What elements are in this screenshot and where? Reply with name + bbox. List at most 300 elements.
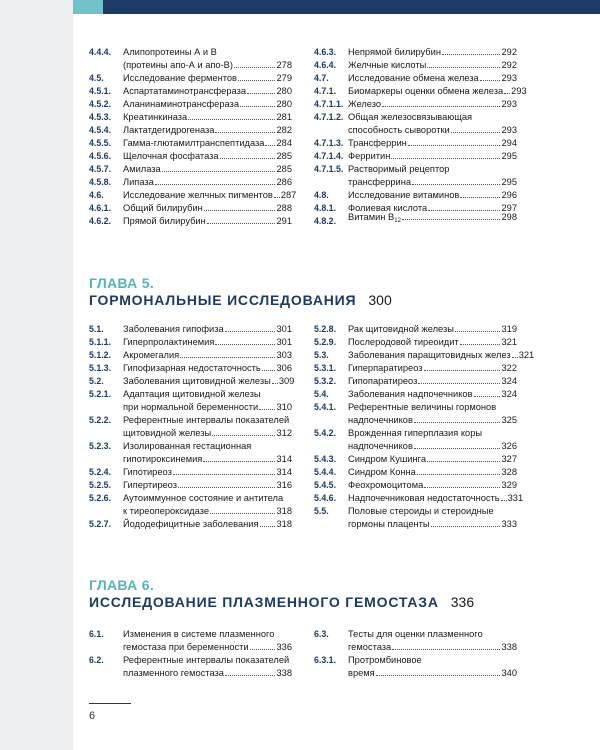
toc-entry-page: 316: [276, 480, 292, 490]
toc-entry: [89, 414, 292, 440]
toc-entry-title-text: Ферритин: [348, 151, 391, 161]
toc-entry-page: 282: [276, 125, 292, 135]
chapter-page: 336: [450, 594, 475, 610]
toc-entry-body: [348, 505, 517, 531]
toc-entry-body: [123, 466, 292, 479]
toc-entry-page: 318: [276, 519, 292, 529]
chapter-title: [89, 593, 474, 611]
toc-entry-page: 324: [501, 376, 517, 386]
toc-entry-title: [123, 85, 246, 98]
toc-entry-body: [348, 388, 517, 401]
toc-entry-line: [123, 323, 292, 336]
toc-entry-number: 4.7.1.3.: [314, 138, 344, 148]
toc-entry-title-text: Щелочная фосфатаза: [123, 151, 219, 161]
toc-entry: [89, 479, 292, 492]
toc-entry-page: 338: [501, 642, 517, 652]
toc-entry-body: [123, 388, 292, 414]
toc-entry-title-text: Желчные кислоты: [348, 60, 427, 70]
toc-entry-number: 5.2.1.: [89, 389, 112, 399]
toc-entry-page: 327: [501, 454, 517, 464]
toc-entry-body: [123, 163, 292, 176]
toc-entry-body: [348, 401, 517, 427]
toc-entry-number: 4.5.: [89, 73, 104, 83]
dot-leader: [225, 675, 276, 676]
toc-entry-line: [123, 427, 292, 440]
toc-entry-title: [123, 466, 172, 479]
toc-entry-line: [123, 336, 292, 349]
toc-entry-title-text: Амилаза: [123, 164, 161, 174]
toc-entry-line: [348, 176, 517, 189]
toc-entry: [314, 150, 517, 163]
toc-entry-page: 301: [276, 324, 292, 334]
chapter-label: ГЛАВА 6.: [89, 577, 155, 593]
toc-entry-page: 298: [501, 212, 517, 222]
toc-entry-title-text: Гипопаратиреоз: [348, 376, 418, 386]
toc-entry-line: [348, 59, 517, 72]
toc-entry: [89, 85, 292, 98]
toc-entry-title-text: Аспартатаминотрансфераза: [123, 86, 247, 96]
dot-leader: [414, 422, 501, 423]
toc-entry-body: [123, 362, 292, 375]
toc-entry: [89, 202, 292, 215]
toc-entry-number: 4.5.2.: [89, 99, 112, 109]
toc-entry-title: [123, 98, 239, 111]
toc-entry: [314, 388, 517, 401]
toc-entry-title: [123, 349, 179, 362]
toc-entry-subscript: 12: [394, 218, 401, 224]
toc-entry-body: [123, 440, 292, 466]
toc-entry-title: [348, 667, 375, 680]
toc-entry-title: [123, 505, 209, 518]
toc-entry-number: 5.1.3.: [89, 363, 112, 373]
toc-entry-body: [348, 98, 517, 111]
toc-entry-title-text: Рак щитовидной железы: [348, 324, 454, 334]
toc-entry-body: [123, 375, 295, 388]
toc-entry: [314, 401, 517, 427]
toc-entry-line: [123, 518, 292, 531]
toc-entry-title-text: Гипофизарная недостаточность: [123, 363, 261, 373]
toc-entry-page: 285: [276, 164, 292, 174]
toc-entry-title-text: Заболевания гипофиза: [123, 324, 224, 334]
toc-entry-body: [348, 492, 524, 505]
toc-entry-body: [123, 111, 292, 124]
toc-entry-page: 280: [276, 86, 292, 96]
toc-entry: [89, 388, 292, 414]
toc-entry-title-text: Гипертиреоз: [123, 480, 177, 490]
toc-entry: [89, 150, 292, 163]
toc-entry-number: 4.6.1.: [89, 203, 112, 213]
toc-entry-title-text: плазменного гемостаза: [123, 668, 224, 678]
toc-entry-body: [123, 189, 297, 202]
toc-entry-number: 4.5.4.: [89, 125, 112, 135]
dot-leader: [225, 331, 276, 332]
toc-entry: [314, 427, 517, 453]
toc-entry-body: [348, 628, 517, 654]
dot-leader: [238, 80, 275, 81]
toc-entry-line: [123, 85, 292, 98]
toc-entry-title: [348, 137, 407, 150]
toc-entry: [314, 453, 517, 466]
toc-entry-title: [348, 176, 411, 189]
dot-leader: [512, 357, 518, 358]
toc-entry-line: [123, 479, 292, 492]
toc-entry-page: 284: [276, 138, 292, 148]
dot-leader: [203, 461, 275, 462]
header-bar-accent: [73, 0, 103, 14]
toc-entry: [314, 111, 517, 137]
toc-entry-title-text: Аланинаминотрансфераза: [123, 99, 239, 109]
toc-entry-line: [123, 150, 292, 163]
toc-entry-title-line: Тесты для оценки плазменного: [348, 629, 483, 639]
dot-leader: [162, 171, 276, 172]
toc-entry-title: [123, 362, 261, 375]
toc-entry-line: [348, 641, 517, 654]
toc-entry-title-text: при нормальной беременности: [123, 402, 259, 412]
toc-entry-number: 5.4.3.: [314, 454, 337, 464]
toc-entry-title-text: способность сыворотки: [348, 125, 450, 135]
toc-entry-line: [348, 349, 535, 362]
dot-leader: [392, 649, 500, 650]
toc-entry-body: [123, 46, 292, 72]
toc-entry-page: 286: [276, 177, 292, 187]
toc-entry: [89, 323, 292, 336]
dot-leader: [210, 513, 275, 514]
toc-entry-title: [348, 349, 511, 362]
toc-entry: [89, 336, 292, 349]
toc-entry-title-text: Биомаркеры оценки обмена железа: [348, 86, 504, 96]
toc-entry: [314, 98, 517, 111]
toc-entry-page: 294: [501, 138, 517, 148]
toc-entry-title-text: Липаза: [123, 177, 154, 187]
toc-entry-title-text: к тиреопероксидазе: [123, 506, 209, 516]
toc-entry-line: [348, 46, 517, 59]
toc-entry-number: 4.7.1.1.: [314, 99, 344, 109]
toc-entry-title-text: гемостаза: [348, 642, 392, 652]
toc-entry-page: 281: [276, 112, 292, 122]
toc-entry-line: [123, 189, 297, 202]
toc-entry: [314, 479, 517, 492]
dot-leader: [402, 219, 501, 220]
dot-leader: [180, 357, 275, 358]
toc-entry-body: [123, 414, 292, 440]
toc-entry-title-text: (протеины апо-А и апо-В): [123, 60, 233, 70]
toc-entry-number: 4.6.4.: [314, 60, 337, 70]
toc-entry: [314, 46, 517, 59]
toc-entry-title-line: Изолированная гестационная: [123, 441, 252, 451]
toc-entry-line: [348, 98, 517, 111]
toc-entry-title-text: Исследование витаминов: [348, 190, 460, 200]
toc-entry: [314, 163, 517, 189]
toc-entry-line: [348, 85, 527, 98]
toc-entry-line: [348, 189, 517, 202]
dot-leader: [220, 158, 276, 159]
toc-entry-title-text: Синдром Кушинга: [348, 454, 426, 464]
toc-entry-title: [348, 453, 426, 466]
dot-leader: [178, 487, 275, 488]
toc-entry-page: 293: [501, 125, 517, 135]
dot-leader: [418, 383, 500, 384]
toc-entry-title: [123, 641, 249, 654]
toc-entry-body: [348, 150, 517, 163]
toc-entry-line: [123, 163, 292, 176]
toc-entry-number: 4.5.7.: [89, 164, 112, 174]
toc-entry-title-line: Половые стероиды и стероидные: [348, 506, 494, 516]
toc-entry-title-line: Референтные величины гормонов: [348, 402, 497, 412]
toc-entry-title-text: щитовидной железы: [123, 428, 212, 438]
toc-entry-title: [123, 202, 203, 215]
toc-entry-page: 310: [276, 402, 292, 412]
toc-entry-number: 5.2.7.: [89, 519, 112, 529]
dot-leader: [460, 344, 501, 345]
dot-leader: [155, 184, 276, 185]
toc-entry-page: 312: [276, 428, 292, 438]
toc-entry-number: 5.2.: [89, 376, 104, 386]
toc-entry-line: [123, 215, 292, 228]
dot-leader: [260, 526, 276, 527]
toc-entry-title: [348, 414, 413, 427]
toc-entry-body: [348, 375, 517, 388]
toc-entry-title-text: Феохромоцитома: [348, 480, 424, 490]
toc-entry-line: [123, 137, 292, 150]
toc-entry-body: [123, 202, 292, 215]
toc-entry: [89, 163, 292, 176]
toc-entry-body: [348, 362, 517, 375]
toc-entry: [89, 124, 292, 137]
dot-leader: [247, 93, 275, 94]
toc-entry-page: 279: [276, 73, 292, 83]
toc-entry-title-text: Акромегалия: [123, 350, 180, 360]
chapter5-heading: [89, 275, 392, 309]
toc-entry-page: 314: [276, 454, 292, 464]
dot-leader: [240, 106, 276, 107]
toc-entry-title-text: Заболевания надпочечников: [348, 389, 473, 399]
toc-entry-number: 4.5.1.: [89, 86, 112, 96]
toc-entry: [89, 137, 292, 150]
toc-entry-number: 6.3.1.: [314, 655, 337, 665]
toc-entry-title-line: Растворимый рецептор: [348, 164, 450, 174]
toc-entry-title-text: Заболевания щитовидной железы: [123, 376, 271, 386]
dot-leader: [412, 184, 500, 185]
toc-entry-number: 4.8.: [314, 190, 329, 200]
toc-entry-title-text: Витамин B: [348, 212, 395, 222]
toc-entry-title-text: Исследование желчных пигментов: [123, 190, 273, 200]
toc-entry-body: [348, 189, 517, 202]
chapter-page: 300: [368, 292, 392, 308]
dot-leader: [431, 526, 501, 527]
toc-entry-line: [123, 111, 292, 124]
toc-entry-page: 318: [276, 506, 292, 516]
toc-entry-title: [348, 150, 390, 163]
dot-leader: [274, 197, 280, 198]
toc-entry-number: 4.8.2.: [314, 216, 337, 226]
toc-entry-title-text: Надпочечниковая недостаточность: [348, 493, 500, 503]
toc-section4-left: [89, 46, 297, 228]
dot-leader: [460, 197, 500, 198]
toc-entry-title: [348, 336, 459, 349]
toc-entry-title-text: надпочечников: [348, 415, 413, 425]
page-number: 6: [89, 710, 96, 722]
toc-entry-body: [123, 72, 292, 85]
toc-entry-title-line: Врожденная гиперплазия коры: [348, 428, 483, 438]
dot-leader: [234, 67, 276, 68]
toc-entry-page: 292: [501, 47, 517, 57]
toc-entry-title-text: Трансферрин: [348, 138, 407, 148]
toc-entry-title: [348, 362, 423, 375]
toc-entry-title-text: надпочечников: [348, 441, 413, 451]
toc-entry-line: [123, 453, 292, 466]
toc-entry-body: [123, 215, 292, 228]
toc-entry: [314, 323, 517, 336]
toc-entry-number: 5.3.2.: [314, 376, 337, 386]
toc-entry-page: 288: [276, 203, 292, 213]
toc-entry: [89, 98, 292, 111]
toc-entry-number: 4.8.1.: [314, 203, 337, 213]
toc-entry-title-text: Прямой билирубин: [123, 216, 206, 226]
toc-entry-line: [123, 202, 292, 215]
toc-entry-page: 285: [276, 151, 292, 161]
toc-entry-number: 4.7.1.4.: [314, 151, 344, 161]
toc-entry-body: [348, 211, 517, 228]
toc-entry-line: [348, 336, 517, 349]
toc-entry-title: [348, 189, 459, 202]
toc-entry-title-text: Заболевания паращитовидных желез: [348, 350, 511, 360]
toc-entry: [314, 628, 517, 654]
chapter-title-text: ИССЛЕДОВАНИЕ ПЛАЗМЕННОГО ГЕМОСТАЗА: [89, 594, 439, 610]
toc-entry-number: 5.2.8.: [314, 324, 337, 334]
toc-entry-line: [348, 492, 524, 505]
toc-entry-page: 293: [511, 86, 527, 96]
toc-entry-page: 340: [501, 668, 517, 678]
dot-leader: [215, 344, 275, 345]
toc-entry-number: 5.1.: [89, 324, 104, 334]
toc-entry: [89, 440, 292, 466]
toc-entry-page: 295: [501, 151, 517, 161]
toc-entry-line: [348, 453, 517, 466]
toc-entry-title: [123, 59, 233, 72]
toc-entry-title-line: Референтные интервалы показателей: [123, 655, 290, 665]
toc-entry-page: 292: [501, 60, 517, 70]
toc-entry-number: 5.4.2.: [314, 428, 337, 438]
toc-entry-title: [123, 163, 161, 176]
toc-entry-title: [348, 98, 381, 111]
toc-entry: [314, 85, 527, 98]
toc-entry-page: 309: [278, 376, 295, 386]
toc-entry-title: [123, 189, 273, 202]
toc-entry: [89, 362, 292, 375]
toc-entry-page: 293: [501, 73, 517, 83]
toc-entry: [314, 72, 517, 85]
toc-entry-number: 4.7.1.5.: [314, 164, 344, 174]
toc-entry-body: [348, 479, 517, 492]
toc-entry-page: 297: [501, 203, 517, 213]
dot-leader: [427, 461, 500, 462]
toc-entry-number: 4.5.6.: [89, 151, 112, 161]
toc-entry-number: 6.2.: [89, 655, 104, 665]
dot-leader: [408, 145, 501, 146]
toc-entry-body: [123, 518, 292, 531]
toc-entry-line: [348, 375, 517, 388]
dot-leader: [212, 435, 275, 436]
toc-entry-line: [348, 124, 517, 137]
toc-entry-line: [348, 479, 517, 492]
toc-entry-line: [348, 211, 517, 228]
dot-leader: [207, 223, 276, 224]
toc-entry-page: 319: [501, 324, 517, 334]
toc-entry: [314, 336, 517, 349]
dot-leader: [204, 210, 276, 211]
toc-entry: [89, 628, 292, 654]
toc-entry-body: [123, 176, 292, 189]
toc-entry-title: [123, 124, 214, 137]
toc-entry-title-text: Гипотиреоз: [123, 467, 172, 477]
toc-entry-page: 321: [518, 350, 535, 360]
toc-entry: [89, 518, 292, 531]
toc-entry: [89, 375, 295, 388]
toc-entry-title-text: Послеродовой тиреоидит: [348, 337, 459, 347]
toc-entry-line: [123, 641, 292, 654]
toc-entry-body: [348, 349, 535, 362]
toc-entry-title-text: гемостаза при беременности: [123, 642, 249, 652]
toc-entry-body: [348, 137, 517, 150]
toc-entry-title: [123, 323, 224, 336]
toc-entry-page: 326: [501, 441, 517, 451]
toc-entry-body: [348, 111, 517, 137]
toc-entry-body: [348, 85, 527, 98]
toc-section4-right: [314, 46, 527, 228]
toc-entry-body: [123, 654, 292, 680]
dot-leader: [474, 396, 501, 397]
toc-entry: [314, 466, 517, 479]
toc-entry-number: 5.2.3.: [89, 441, 112, 451]
toc-entry-title-line: Протромбиновое: [348, 655, 422, 665]
footer-rule: [89, 703, 131, 704]
toc-entry: [89, 46, 292, 72]
toc-entry-page: 329: [501, 480, 517, 490]
toc-entry-title-text: Гиперпаратиреоз: [348, 363, 423, 373]
toc-entry-title-line: Изменения в системе плазменного: [123, 629, 275, 639]
toc-entry-title-line: Аутоиммунное состояние и антитела: [123, 493, 284, 503]
toc-entry-title-text: гормоны плаценты: [348, 519, 430, 529]
toc-entry-title: [348, 466, 416, 479]
dot-leader: [501, 500, 507, 501]
left-margin-band: [0, 0, 73, 750]
toc-entry-title: [123, 111, 187, 124]
toc-entry-title: [123, 453, 202, 466]
dot-leader: [391, 158, 500, 159]
toc-entry-page: 278: [276, 60, 292, 70]
toc-entry-title-text: Железо: [348, 99, 382, 109]
toc-entry: [314, 492, 524, 505]
dot-leader: [504, 93, 510, 94]
toc-entry: [89, 654, 292, 680]
toc-entry-number: 5.4.1.: [314, 402, 337, 412]
header-bar: [73, 0, 600, 14]
dot-leader: [262, 370, 276, 371]
toc-entry-body: [123, 137, 292, 150]
toc-entry-number: 4.5.3.: [89, 112, 112, 122]
toc-entry-line: [348, 388, 517, 401]
toc-entry-number: 4.6.: [89, 190, 104, 200]
toc-entry-title: [123, 427, 211, 440]
toc-entry-title: [348, 72, 479, 85]
toc-entry: [314, 137, 517, 150]
toc-entry-body: [123, 323, 292, 336]
toc-entry-line: [123, 176, 292, 189]
toc-entry-title: [348, 492, 500, 505]
toc-entry: [89, 176, 292, 189]
toc-entry-title: [348, 59, 426, 72]
toc-entry-number: 4.7.1.2.: [314, 112, 344, 122]
